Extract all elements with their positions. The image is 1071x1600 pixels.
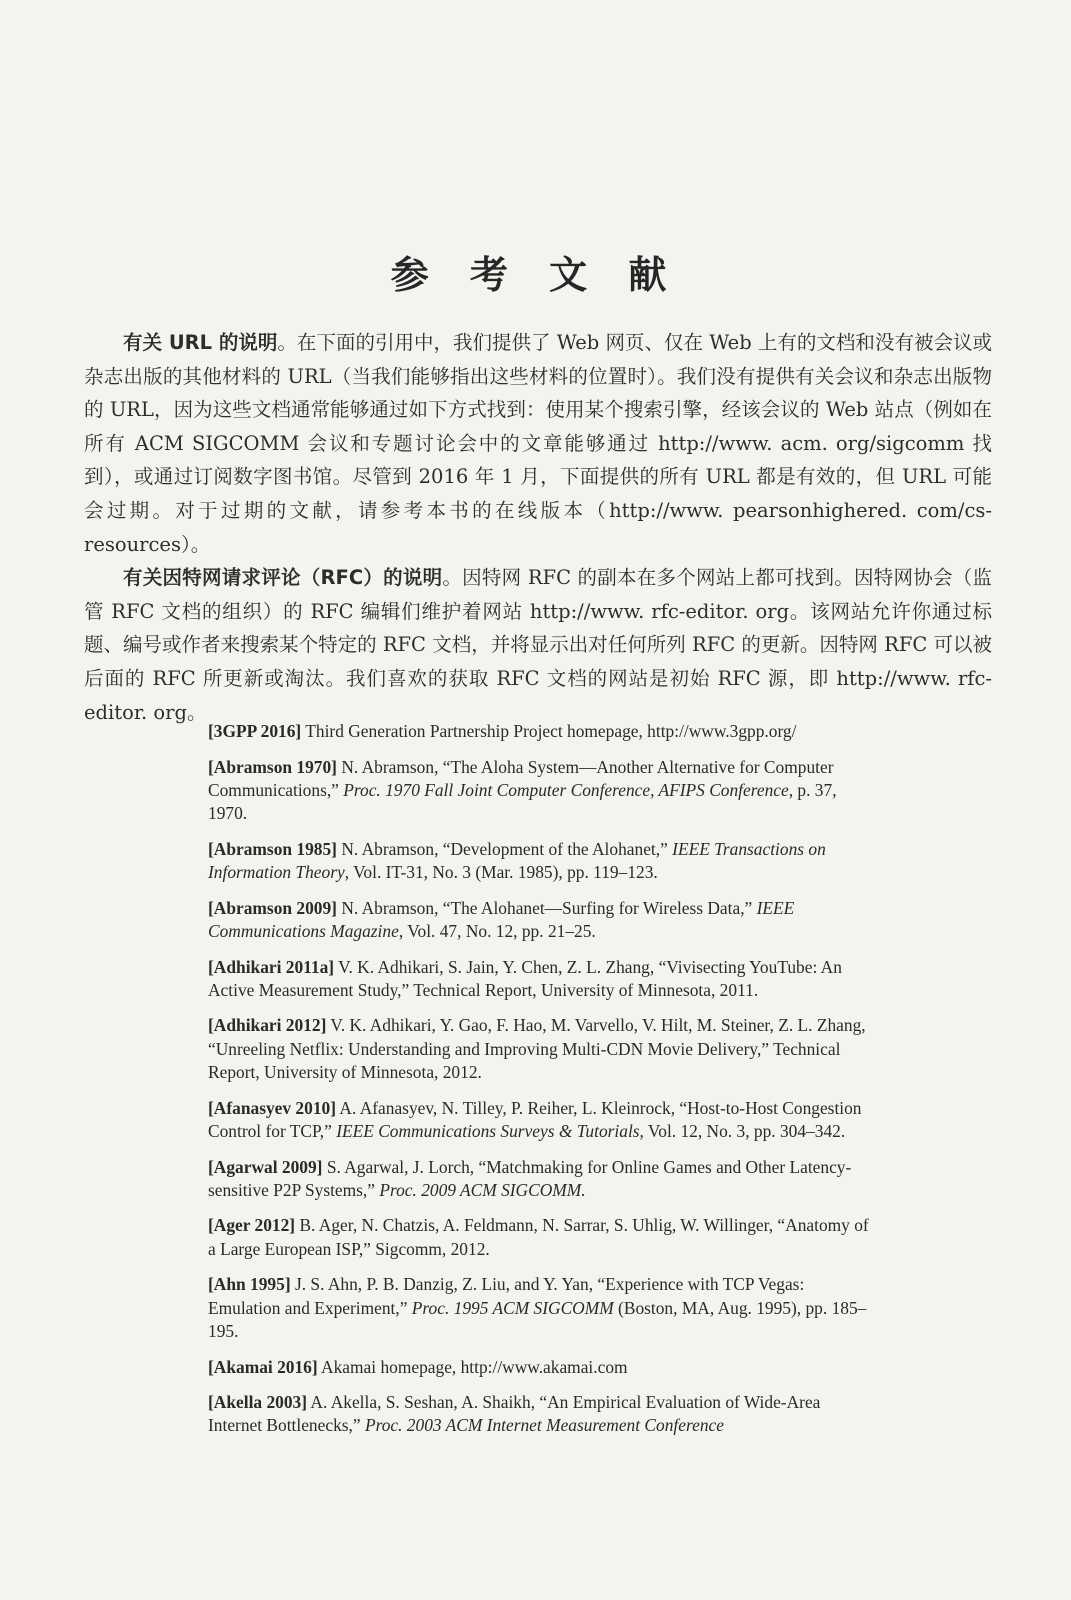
reference-key: [Abramson 2009]: [208, 897, 337, 918]
reference-item: [208, 756, 876, 826]
reference-venue: IEEE Communications Surveys & Tutorials: [336, 1120, 640, 1141]
reference-key: [Akamai 2016]: [208, 1356, 318, 1377]
reference-item: [208, 1014, 876, 1084]
note-rfc: [84, 561, 992, 729]
reference-text: Akamai homepage, http://www.akamai.com: [317, 1356, 628, 1377]
reference-key: [Afanasyev 2010]: [208, 1097, 337, 1118]
reference-text: V. K. Adhikari, S. Jain, Y. Chen, Z. L. Zhang, “Vivisecting YouTube: An Active Measurement Study,” Technical Report, University of Minnesota, 2011.: [208, 956, 842, 1000]
note-lead: 有关因特网请求评论（RFC）的说明: [123, 566, 443, 590]
note-text: 。在下面的引用中，我们提供了 Web 网页、仅在 Web 上有的文档和没有被会议或杂志出版的其他材料的 URL（当我们能够指出这些材料的位置时）。我们没有提供有关会议和杂志出版物的 URL，因为这些文档通常能够通过如下方式找到：使用某个搜索引擎，经该会议的 Web 站点（例如在所有 ACM SIGCOMM 会议和专题讨论会中的文章能够通过 http://www. acm. org/sigcomm 找到），或通过订阅数字图书馆。尽管到 2016 年 1 月，下面提供的所有 URL 都是有效的，但 URL 可能会过期。对于过期的文献，请参考本书的在线版本（http://www. pearsonhighered. com/cs-resources）。: [84, 331, 992, 556]
reference-text: N. Abramson, “The Aloha System—Another Alternative for Computer Communications,”: [208, 756, 834, 800]
reference-text: N. Abramson, “The Alohanet—Surfing for Wireless Data,”: [336, 897, 757, 918]
reference-key: [Akella 2003]: [208, 1392, 308, 1413]
reference-text: A. Afanasyev, N. Tilley, P. Reiher, L. Kleinrock, “Host-to-Host Congestion Control for TCP,”: [208, 1097, 862, 1141]
reference-text: J. S. Ahn, P. B. Danzig, Z. Liu, and Y. Yan, “Experience with TCP Vegas: Emulation and Experiment,”: [208, 1274, 805, 1318]
reference-text: S. Agarwal, J. Lorch, “Matchmaking for Online Games and Other Latency-sensitive P2P Systems,”: [208, 1156, 852, 1200]
reference-venue: IEEE Transactions on Information Theory: [208, 838, 826, 883]
reference-tail: , Vol. 12, No. 3, pp. 304–342.: [639, 1120, 846, 1141]
reference-item: [208, 720, 876, 743]
reference-tail: (Boston, MA, Aug. 1995), pp. 185–195.: [208, 1297, 867, 1341]
reference-item: [208, 1273, 876, 1343]
reference-key: [Abramson 1985]: [208, 838, 337, 859]
reference-key: [Ahn 1995]: [208, 1274, 291, 1295]
reference-venue: IEEE Communications Magazine: [208, 897, 795, 941]
reference-item: [208, 1214, 876, 1261]
note-url: [84, 326, 992, 561]
reference-tail: , p. 37, 1970.: [208, 779, 837, 824]
note-text: 。因特网 RFC 的副本在多个网站上都可找到。因特网协会（监管 RFC 文档的组织）的 RFC 编辑们维护着网站 http://www. rfc-editor. org。该网站允许你通过标题、编号或作者来搜索某个特定的 RFC 文档，并将显示出对任何所列 RFC 的更新。因特网 RFC 可以被后面的 RFC 所更新或淘汰。我们喜欢的获取 RFC 文档的网站是初始 RFC 源，即 http://www. rfc-editor. org。: [84, 566, 992, 724]
reference-venue: Proc. 1970 Fall Joint Computer Conference, AFIPS Conference: [343, 779, 789, 800]
reference-key: [Adhikari 2011a]: [208, 956, 335, 977]
reference-tail: , Vol. 47, No. 12, pp. 21–25.: [398, 920, 596, 941]
reference-item: [208, 838, 876, 885]
page-title: 参 考 文 献: [390, 252, 681, 297]
reference-venue: Proc. 2009 ACM SIGCOMM.: [379, 1179, 586, 1200]
reference-key: [Agarwal 2009]: [208, 1156, 323, 1177]
reference-text: B. Ager, N. Chatzis, A. Feldmann, N. Sarrar, S. Uhlig, W. Willinger, “Anatomy of a Large European ISP,” Sigcomm, 2012.: [208, 1215, 869, 1259]
reference-text: A. Akella, S. Seshan, A. Shaikh, “An Empirical Evaluation of Wide-Area Internet Bottlenecks,”: [208, 1392, 821, 1436]
reference-key: [3GPP 2016]: [208, 721, 302, 741]
reference-text: N. Abramson, “Development of the Alohanet,”: [336, 838, 673, 859]
reference-item: [208, 897, 876, 944]
reference-item: [208, 956, 876, 1003]
reference-item: [208, 1356, 876, 1379]
reference-venue: Proc. 2003 ACM Internet Measurement Conference: [364, 1415, 724, 1436]
reference-list: [208, 720, 876, 1450]
reference-item: [208, 1097, 876, 1144]
note-lead: 有关 URL 的说明: [123, 331, 278, 354]
reference-tail: , Vol. IT-31, No. 3 (Mar. 1985), pp. 119–123.: [344, 862, 658, 883]
reference-key: [Adhikari 2012]: [208, 1015, 327, 1036]
intro-notes: [84, 326, 992, 729]
reference-text: Third Generation Partnership Project homepage, http://www.3gpp.org/: [301, 721, 797, 741]
reference-key: [Ager 2012]: [208, 1215, 296, 1236]
reference-item: [208, 1156, 876, 1203]
reference-item: [208, 1391, 876, 1438]
reference-text: V. K. Adhikari, Y. Gao, F. Hao, M. Varvello, V. Hilt, M. Steiner, Z. L. Zhang, “Unreeling Netflix: Understanding and Improving Multi-CDN Movie Delivery,” Technical Report, University of Minnesota, 2012.: [208, 1015, 866, 1083]
reference-key: [Abramson 1970]: [208, 756, 337, 777]
reference-venue: Proc. 1995 ACM SIGCOMM: [411, 1297, 614, 1318]
